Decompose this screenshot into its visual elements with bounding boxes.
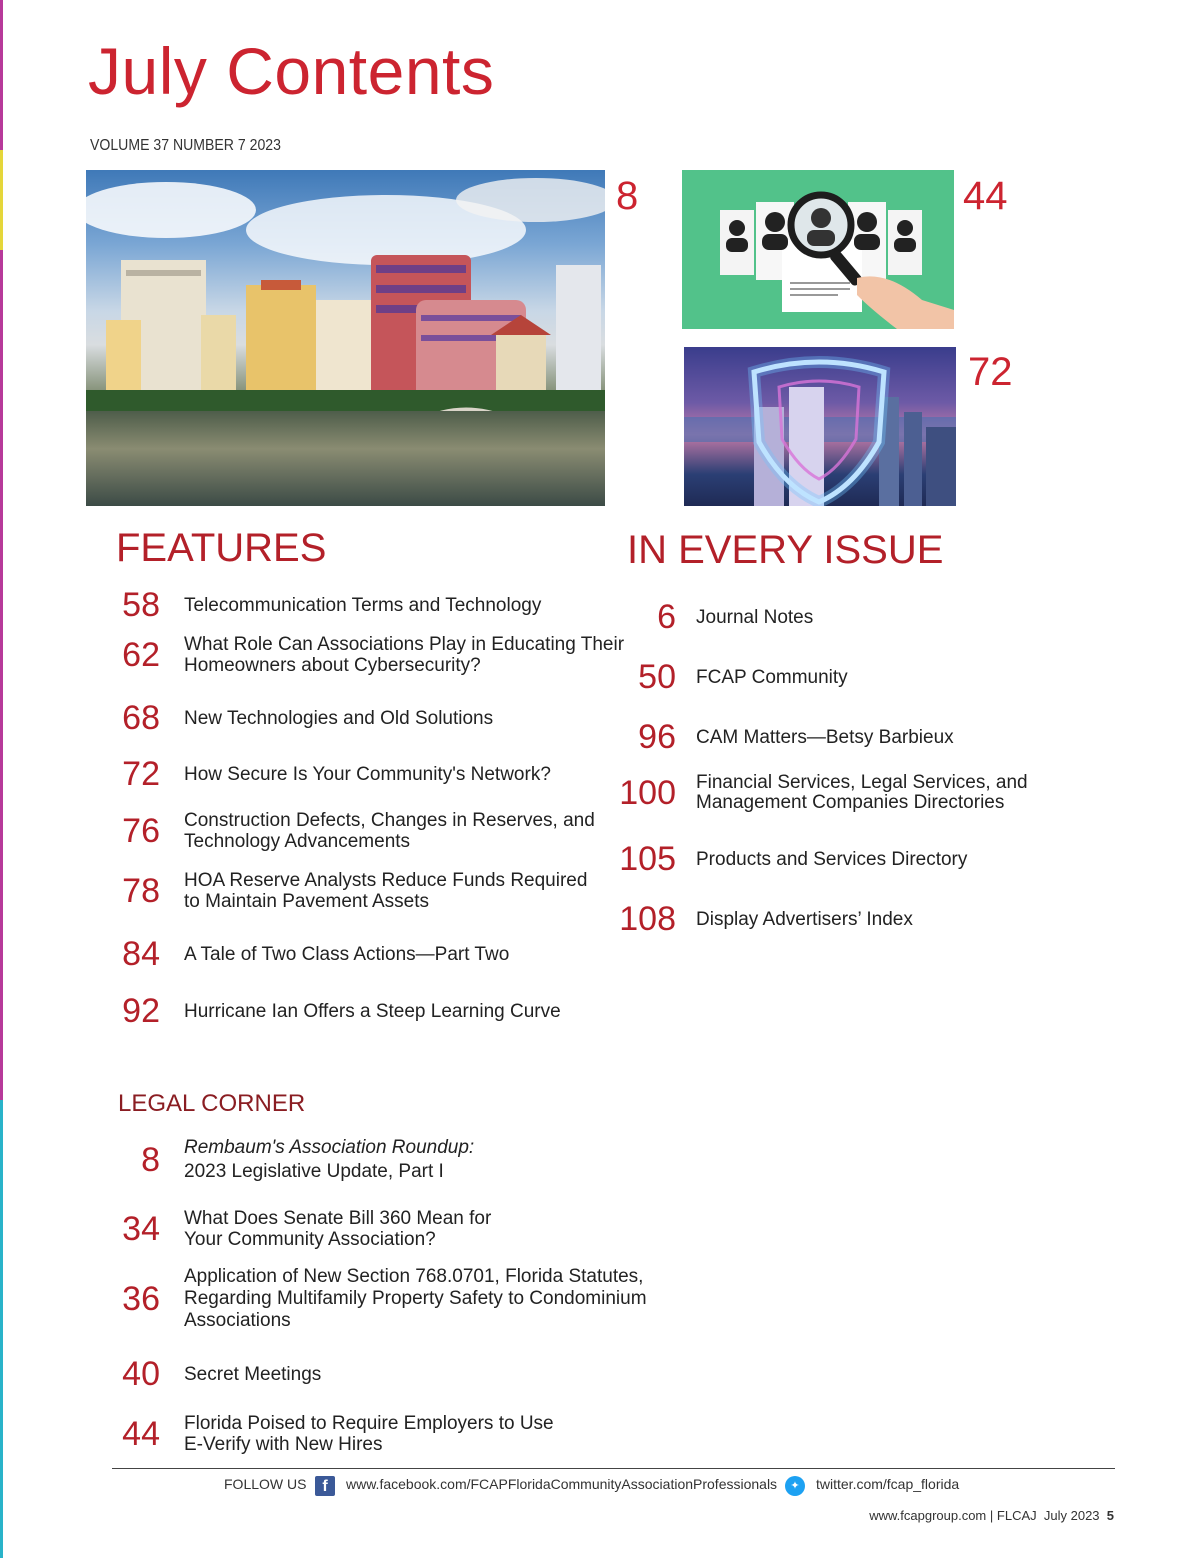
issue-title: FCAP Community	[696, 666, 848, 688]
legal-page-number: 36	[122, 1280, 160, 1318]
feature-item[interactable]	[122, 870, 588, 912]
issue-page-number: 105	[619, 840, 676, 878]
legal-item[interactable]	[122, 1355, 322, 1393]
publication-name: FLCAJ	[996, 1508, 1037, 1523]
issue-item[interactable]	[612, 902, 913, 936]
legal-item[interactable]	[122, 1413, 554, 1455]
feature-title: Construction Defects, Changes in Reserves, and Technology Advancements	[184, 810, 595, 852]
facebook-link[interactable]: www.facebook.com/FCAPFloridaCommunityAssociationProfessionals	[346, 1476, 778, 1492]
feature-page-number: 68	[122, 699, 160, 737]
feature-title: A Tale of Two Class Actions—Part Two	[184, 943, 510, 965]
issue-page-number: 50	[638, 658, 676, 696]
footer-divider	[112, 1468, 1115, 1469]
feature-item[interactable]	[122, 634, 625, 676]
page-title: July Contents	[88, 34, 495, 108]
issue-page-number: 96	[638, 718, 676, 756]
feature-title: New Technologies and Old Solutions	[184, 707, 494, 729]
feature-page-number: 78	[122, 872, 160, 910]
feature-title: How Secure Is Your Community's Network?	[184, 763, 551, 785]
feature-page-number: 84	[122, 935, 160, 973]
legal-page-number: 8	[141, 1141, 160, 1179]
legal-page-number: 40	[122, 1355, 160, 1393]
features-heading: FEATURES	[116, 526, 327, 570]
feature-item[interactable]	[122, 935, 510, 973]
volume-line: VOLUME 37 NUMBER 7 2023	[90, 137, 281, 154]
thumbnail-page-72: 72	[968, 350, 1013, 394]
issue-item[interactable]	[612, 773, 1028, 813]
legal-item[interactable]	[141, 1136, 475, 1184]
legal-item[interactable]	[122, 1208, 492, 1250]
skyline-photo	[86, 170, 605, 506]
legal-page-number: 44	[122, 1415, 160, 1453]
legal-page-number: 34	[122, 1210, 160, 1248]
issue-title: CAM Matters—Betsy Barbieux	[696, 726, 954, 748]
legal-item[interactable]	[122, 1266, 647, 1332]
legal-title: Florida Poised to Require Employers to Use E-Verify with New Hires	[184, 1413, 554, 1455]
feature-item[interactable]	[122, 992, 561, 1030]
issue-title: Display Advertisers’ Index	[696, 908, 913, 930]
feature-item[interactable]	[122, 586, 542, 624]
feature-title: Telecommunication Terms and Technology	[184, 594, 542, 616]
issue-item[interactable]	[612, 842, 967, 876]
feature-page-number: 72	[122, 755, 160, 793]
issue-page-number: 108	[619, 900, 676, 938]
issue-item[interactable]	[612, 660, 848, 694]
legal-title: What Does Senate Bill 360 Mean for Your Community Association?	[184, 1208, 492, 1250]
footer-separator: |	[989, 1508, 994, 1523]
every-issue-heading: IN EVERY ISSUE	[627, 528, 944, 572]
issue-title: Products and Services Directory	[696, 848, 968, 870]
issue-title: Journal Notes	[696, 606, 814, 628]
feature-item[interactable]	[122, 699, 494, 737]
page-number: 5	[1106, 1508, 1114, 1523]
legal-title: Rembaum's Association Roundup: 2023 Legislative Update, Part I	[184, 1137, 475, 1182]
issue-page-number: 6	[657, 598, 676, 636]
security-shield-illustration	[684, 347, 956, 506]
issue-page-number: 100	[619, 774, 676, 812]
legal-title: Application of New Section 768.0701, Florida Statutes, Regarding Multifamily Property Safety to Condominium Associations	[184, 1266, 647, 1331]
feature-item[interactable]	[122, 810, 595, 852]
feature-title: HOA Reserve Analysts Reduce Funds Required to Maintain Pavement Assets	[184, 870, 588, 912]
feature-title: Hurricane Ian Offers a Steep Learning Curve	[184, 1000, 561, 1022]
issue-date: July 2023	[1043, 1508, 1100, 1523]
issue-item[interactable]	[612, 600, 813, 634]
legal-title: Secret Meetings	[184, 1363, 322, 1385]
follow-us-label: FOLLOW US	[224, 1476, 307, 1492]
site-url[interactable]: www.fcapgroup.com	[869, 1508, 987, 1523]
feature-page-number: 62	[122, 636, 160, 674]
issue-title: Financial Services, Legal Services, and Management Companies Directories	[696, 772, 1028, 813]
page-info	[869, 1508, 1114, 1523]
twitter-icon[interactable]: ✦	[785, 1476, 805, 1496]
feature-item[interactable]	[122, 755, 551, 793]
feature-page-number: 58	[122, 586, 160, 624]
feature-page-number: 92	[122, 992, 160, 1030]
legal-corner-heading: LEGAL CORNER	[118, 1090, 306, 1117]
twitter-link[interactable]: twitter.com/fcap_florida	[816, 1476, 960, 1492]
feature-page-number: 76	[122, 812, 160, 850]
thumbnail-page-44: 44	[963, 174, 1008, 218]
facebook-icon[interactable]: f	[315, 1476, 335, 1496]
hiring-illustration	[682, 170, 954, 329]
issue-item[interactable]	[612, 720, 954, 754]
thumbnail-page-8: 8	[616, 174, 639, 218]
feature-title: What Role Can Associations Play in Educating Their Homeowners about Cybersecurity?	[184, 634, 625, 676]
